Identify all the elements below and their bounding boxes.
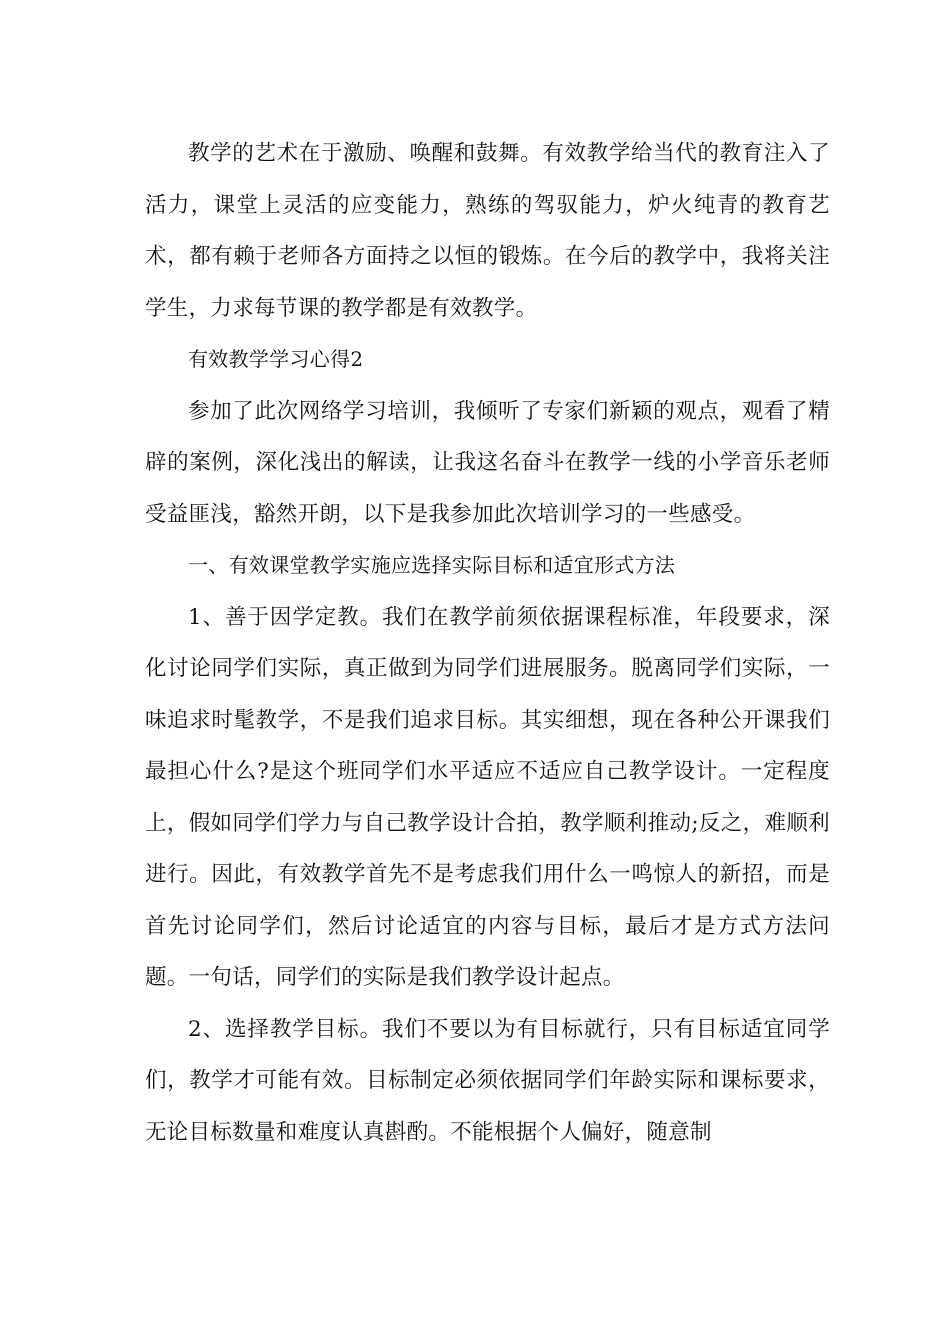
document-body xyxy=(145,128,830,1158)
section-title: 有效教学学习心得2 xyxy=(188,347,364,371)
paragraph-intro: 参加了此次网络学习培训，我倾听了专家们新颖的观点，观看了精辟的案例，深化浅出的解读，让我这名奋斗在教学一线的小学音乐老师受益匪浅，豁然开朗，以下是我参加此次培训学习的一些感受。 xyxy=(145,398,830,527)
section-heading-1: 一、有效课堂教学实施应选择实际目标和适宜形式方法 xyxy=(188,553,676,577)
paragraph-point-2: 2、选择教学目标。我们不要以为有目标就行，只有目标适宜同学们，教学才可能有效。目标制定必须依据同学们年龄实际和课标要求，无论目标数量和难度认真斟酌。不能根据个人偏好，随意制 xyxy=(145,1016,830,1145)
paragraph-conclusion: 教学的艺术在于激励、唤醒和鼓舞。有效教学给当代的教育注入了活力，课堂上灵活的应变能力，熟练的驾驭能力，炉火纯青的教育艺术，都有赖于老师各方面持之以恒的锻炼。在今后的教学中，我将关注学生，力求每节课的教学都是有效教学。 xyxy=(145,141,830,321)
paragraph-point-1: 1、善于因学定教。我们在教学前须依据课程标准，年段要求，深化讨论同学们实际，真正做到为同学们进展服务。脱离同学们实际，一味追求时髦教学，不是我们追求目标。其实细想，现在各种公开课我们最担心什么?是这个班同学们水平适应不适应自己教学设计。一定程度上，假如同学们学力与自己教学设计合拍，教学顺利推动;反之，难顺利进行。因此，有效教学首先不是考虑我们用什么一鸣惊人的新招，而是首先讨论同学们，然后讨论适宜的内容与目标，最后才是方式方法问题。一句话，同学们的实际是我们教学设计起点。 xyxy=(145,604,830,990)
